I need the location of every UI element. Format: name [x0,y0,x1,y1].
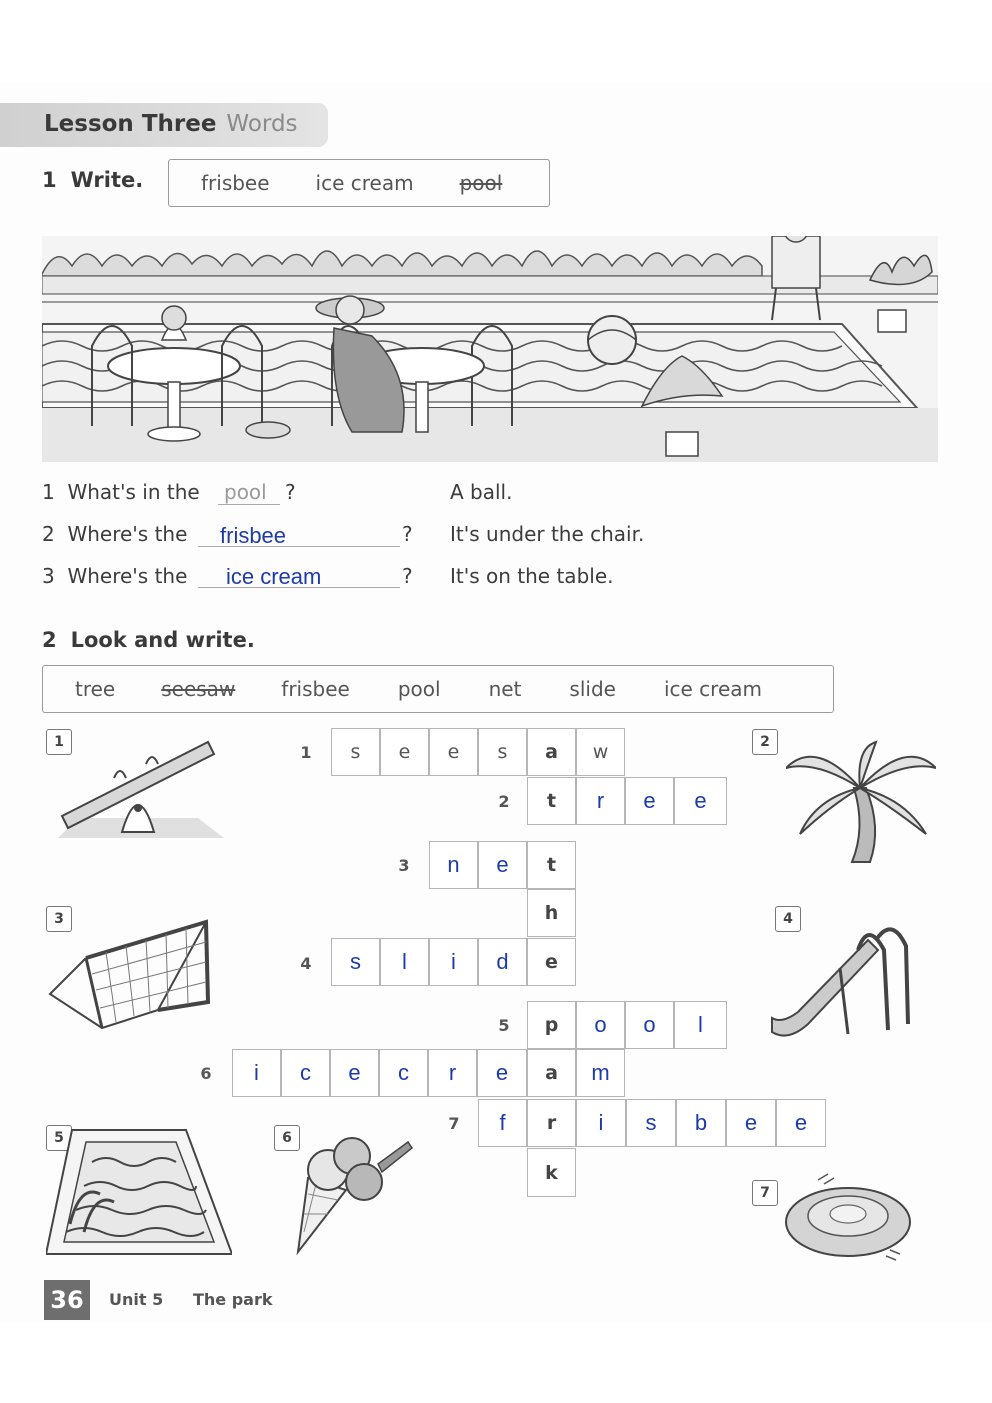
ex1-word-ice-cream: ice cream [315,171,414,195]
picture-number-4: 4 [775,906,801,932]
ex2-heading [42,628,255,652]
ex2-word-net: net [488,677,522,701]
clue-number-6: 6 [200,1064,212,1083]
clue-number-2: 2 [498,792,510,811]
picture-number-7: 7 [752,1180,778,1206]
grid-cell[interactable]: i [429,938,478,986]
clue-number-5: 5 [498,1016,510,1035]
ex1-q1 [42,480,200,504]
ex2-word-ice-cream: ice cream [663,677,762,701]
ex1-word-frisbee: frisbee [201,171,270,195]
grid-cell[interactable]: r [428,1049,477,1097]
ex1-q1-num: 1 [42,480,55,504]
grid-cell[interactable]: e [477,1049,527,1097]
ex1-q3-text: Where's the [67,564,188,588]
grid-cell[interactable]: s [478,728,527,776]
ex1-q2 [42,522,187,546]
grid-cell[interactable]: n [429,841,478,889]
ex2-word-seesaw: seesaw [161,677,236,701]
grid-cell[interactable]: o [576,1001,625,1049]
picture-number-6: 6 [274,1125,300,1151]
ex1-q2-answer: frisbee [220,523,287,548]
picture-number-3: 3 [46,906,72,932]
grid-cell[interactable]: i [576,1099,626,1147]
lesson-title-text: Lesson Three [44,111,217,137]
seesaw-picture [58,738,224,838]
picture-number-5: 5 [46,1125,72,1151]
grid-cell[interactable]: e [429,728,478,776]
grid-cell[interactable]: a [527,1049,576,1097]
clue-number-1: 1 [300,743,312,762]
ex1-q3-blank[interactable] [198,587,400,588]
grid-cell[interactable]: r [576,777,625,825]
ex1-q1-reply: A ball. [450,480,513,504]
clue-number-3: 3 [398,856,410,875]
ex2-word-pool: pool [397,677,441,701]
grid-cell[interactable]: e [380,728,429,776]
ex1-instruction: Write. [70,168,144,192]
lesson-subtitle: Words [226,111,298,137]
ex1-q2-blank[interactable] [198,546,400,547]
ex2-word-slide: slide [569,677,616,701]
pool-picture [46,1128,232,1256]
grid-cell[interactable]: d [478,938,527,986]
grid-cell[interactable]: l [380,938,429,986]
ex1-number: 1 [42,168,57,192]
clue-number-4: 4 [300,954,312,973]
ex1-heading [42,168,143,192]
ex1-q3-mark: ? [402,564,413,588]
ex1-q2-reply: It's under the chair. [450,522,645,546]
pool-scene-illustration [42,236,938,462]
grid-cell[interactable]: w [576,728,625,776]
grid-cell[interactable]: f [478,1099,527,1147]
ex1-q2-text: Where's the [67,522,188,546]
picture-number-2: 2 [752,729,778,755]
picture-number-1: 1 [46,729,72,755]
grid-cell[interactable]: t [527,841,576,889]
ex1-q2-num: 2 [42,522,55,546]
page-number: 36 [44,1280,90,1320]
ex2-instruction: Look and write. [70,628,255,652]
ex1-word-pool: pool [459,171,503,195]
clue-number-7: 7 [448,1114,460,1133]
ex2-word-tree: tree [75,677,116,701]
grid-cell[interactable]: p [527,1001,576,1049]
ex1-q1-blank[interactable] [218,504,280,505]
net-goal-picture [46,918,212,1030]
grid-cell[interactable]: e [776,1099,826,1147]
ex1-q1-text: What's in the [67,480,200,504]
ex1-q1-mark: ? [285,480,296,504]
grid-cell[interactable]: t [527,777,576,825]
frisbee-picture [782,1170,918,1266]
ex2-word-box [42,665,834,713]
ex1-q3 [42,564,187,588]
grid-cell[interactable]: h [527,889,576,937]
ex1-q2-mark: ? [402,522,413,546]
grid-cell[interactable]: s [626,1099,676,1147]
grid-cell[interactable]: e [726,1099,776,1147]
palm-tree-picture [786,738,936,866]
footer-topic: The park [193,1290,273,1309]
pool-scene-svg [42,236,938,462]
ex2-word-frisbee: frisbee [281,677,350,701]
grid-cell[interactable]: c [281,1049,330,1097]
ex1-q3-answer: ice cream [226,564,322,589]
grid-cell[interactable]: e [330,1049,379,1097]
grid-cell[interactable]: a [527,728,576,776]
grid-cell[interactable]: e [674,777,727,825]
slide-picture [768,920,912,1042]
ex1-word-box [168,159,550,207]
lesson-title [44,111,298,137]
grid-cell[interactable]: o [625,1001,674,1049]
footer-unit: Unit 5 [109,1290,164,1309]
grid-cell[interactable]: s [331,728,380,776]
grid-cell[interactable]: e [527,938,576,986]
grid-cell[interactable]: i [232,1049,281,1097]
ex1-q3-reply: It's on the table. [450,564,614,588]
ex2-number: 2 [42,628,57,652]
grid-cell[interactable]: k [527,1148,576,1197]
grid-cell[interactable]: m [576,1049,625,1097]
grid-cell[interactable]: l [674,1001,727,1049]
ex1-q3-num: 3 [42,564,55,588]
ice-cream-picture [294,1134,414,1256]
ex1-q1-answer: pool [224,480,267,504]
grid-cell[interactable]: c [379,1049,428,1097]
grid-cell[interactable]: r [527,1099,576,1147]
grid-cell[interactable]: b [676,1099,726,1147]
grid-cell[interactable]: e [478,841,527,889]
grid-cell[interactable]: e [625,777,674,825]
grid-cell[interactable]: s [331,938,380,986]
